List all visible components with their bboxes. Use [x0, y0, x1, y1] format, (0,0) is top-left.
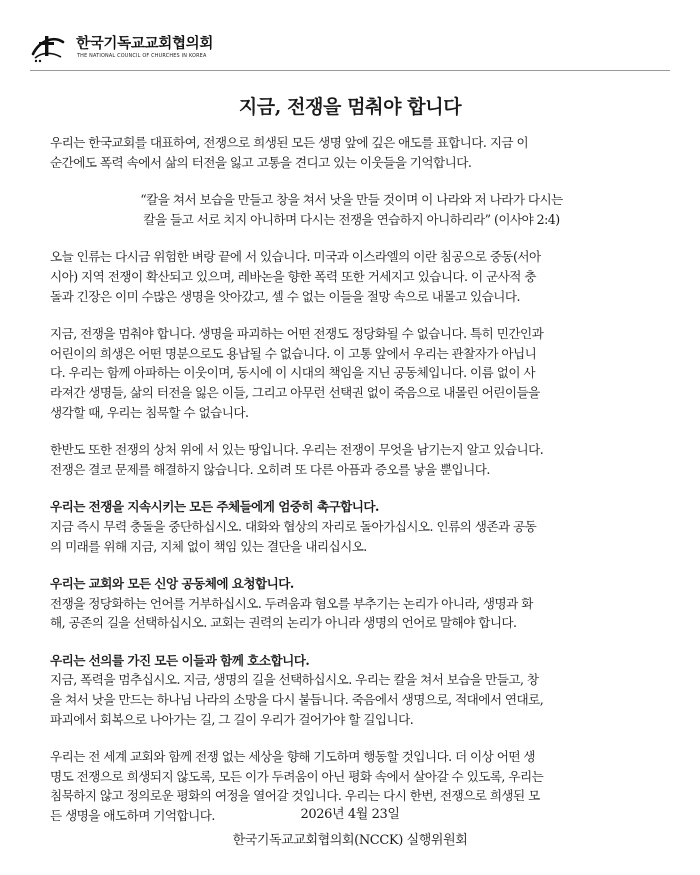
text-line: 지금 즉시 무력 충돌을 중단하십시오. 대화와 협상의 자리로 돌아가십시오. 인류의 생존과 공동	[50, 518, 537, 534]
appeal-heading: 우리는 전쟁을 지속시키는 모든 주체들에게 엄중히 촉구합니다.	[50, 499, 379, 515]
text-line: 다. 우리는 함께 아파하는 이웃이며, 동시에 이 시대의 책임을 지닌 공동체입니다. 이름 없이 사	[50, 365, 536, 381]
text-line: 시아) 지역 전쟁이 확산되고 있으며, 레바논을 향한 폭력 또한 거세지고 있습니다. 이 군사적 충	[50, 268, 536, 284]
text-line: 오늘 인류는 다시금 위험한 벼랑 끝에 서 있습니다. 미국과 이스라엘의 이란 침공으로 중동(서아	[50, 249, 541, 265]
header-divider	[30, 70, 670, 71]
text-line: 돌과 긴장은 이미 수많은 생명을 앗아갔고, 셀 수 없는 이들을 절망 속으로 내몰고 있습니다.	[50, 288, 520, 304]
text-line: 지금, 전쟁을 멈춰야 합니다. 생명을 파괴하는 어떤 전쟁도 정당화될 수 없습니다. 특히 민간인과	[50, 326, 544, 342]
appeal-to-all	[50, 651, 653, 729]
text-line: 우리는 한국교회를 대표하여, 전쟁으로 희생된 모든 생명 앞에 깊은 애도를 표합니다. 지금 이	[50, 135, 529, 150]
scripture-quote	[50, 190, 653, 229]
text-line: 명도 전쟁으로 희생되지 않도록, 모든 이가 두려움이 아닌 평화 속에서 살아갈 수 있도록, 우리는	[50, 768, 544, 784]
text-line: 의 미래를 위해 지금, 지체 없이 책임 있는 결단을 내리십시오.	[50, 538, 367, 554]
appeal-to-parties	[50, 497, 653, 556]
org-name-english: THE NATIONAL COUNCIL OF CHURCHES IN KOREA	[77, 53, 207, 59]
appeal-to-churches	[50, 574, 653, 633]
appeal-heading: 우리는 선의를 가진 모든 이들과 함께 호소합니다.	[50, 652, 310, 668]
text-line: “칼을 쳐서 보습을 만들고 창을 쳐서 낫을 만들 것이며 이 나라와 저 나라가 다시는	[140, 192, 563, 208]
text-line: 지금, 폭력을 멈추십시오. 지금, 생명의 길을 선택하십시오. 우리는 칼을 쳐서 보습을 만들고, 창	[50, 672, 539, 688]
appeal-heading: 우리는 교회와 모든 신앙 공동체에 요청합니다.	[50, 576, 294, 592]
text-line: 순간에도 폭력 속에서 삶의 터전을 잃고 고통을 견디고 있는 이웃들을 기억합니다.	[50, 154, 472, 170]
paragraph-situation	[50, 247, 653, 306]
text-line: 우리는 전 세계 교회와 함께 전쟁 없는 세상을 향해 기도하며 행동할 것입니다. 더 이상 어떤 생	[50, 749, 536, 765]
org-name-korean: 한국기독교교회협의회	[76, 36, 214, 52]
text-line: 든 생명을 애도하며 기억합니다.	[50, 808, 215, 824]
ncck-cross-logo-icon	[30, 30, 66, 64]
signatory: 한국기독교교회협의회(NCCK) 실행위원회	[232, 833, 468, 848]
text-line: 전쟁은 결코 문제를 해결하지 않습니다. 오히려 또 다른 아픔과 증오를 낳을 뿐입니다.	[50, 461, 490, 477]
text-line: 어린이의 희생은 어떤 명분으로도 용납될 수 없습니다. 이 고통 앞에서 우리는 관찰자가 아닙니	[50, 345, 537, 361]
text-line: 라져간 생명들, 삶의 터전을 잃은 이들, 그리고 아무런 선택권 없이 죽음으로 내몰린 어린이들을	[50, 384, 540, 400]
text-line: 해, 공존의 길을 선택하십시오. 교회는 권력의 논리가 아니라 생명의 언어로 말해야 합니다.	[50, 615, 517, 631]
letterhead	[30, 28, 670, 68]
text-line: 침묵하지 않고 정의로운 평화의 여정을 열어갈 것입니다. 우리는 다시 한번, 전쟁으로 희생된 모	[50, 788, 540, 804]
text-line: 한반도 또한 전쟁의 상처 위에 서 있는 땅입니다. 우리는 전쟁이 무엇을 남기는지 알고 있습니다.	[50, 442, 544, 458]
page-title: 지금, 전쟁을 멈춰야 합니다	[238, 96, 462, 118]
paragraph-intro	[50, 133, 653, 172]
statement-date: 2026년 4월 23일	[300, 807, 400, 822]
text-line: 전쟁을 정당화하는 언어를 거부하십시오. 두려움과 혐오를 부추기는 논리가 아니라, 생명과 화	[50, 595, 533, 611]
text-line: 생각할 때, 우리는 침묵할 수 없습니다.	[50, 404, 249, 420]
statement-body	[50, 133, 653, 826]
paragraph-korean-peninsula	[50, 440, 653, 479]
text-line: 을 쳐서 낫을 만드는 하나님 나라의 소망을 다시 붙듭니다. 죽음에서 생명으로, 적대에서 연대로,	[50, 692, 544, 708]
paragraph-stop-war	[50, 324, 653, 422]
text-line: 칼을 들고 서로 치지 아니하며 다시는 전쟁을 연습하지 아니하리라” (이사야 2:4)	[143, 211, 560, 227]
text-line: 파괴에서 회복으로 나아가는 길, 그 길이 우리가 걸어가야 할 길입니다.	[50, 711, 414, 727]
